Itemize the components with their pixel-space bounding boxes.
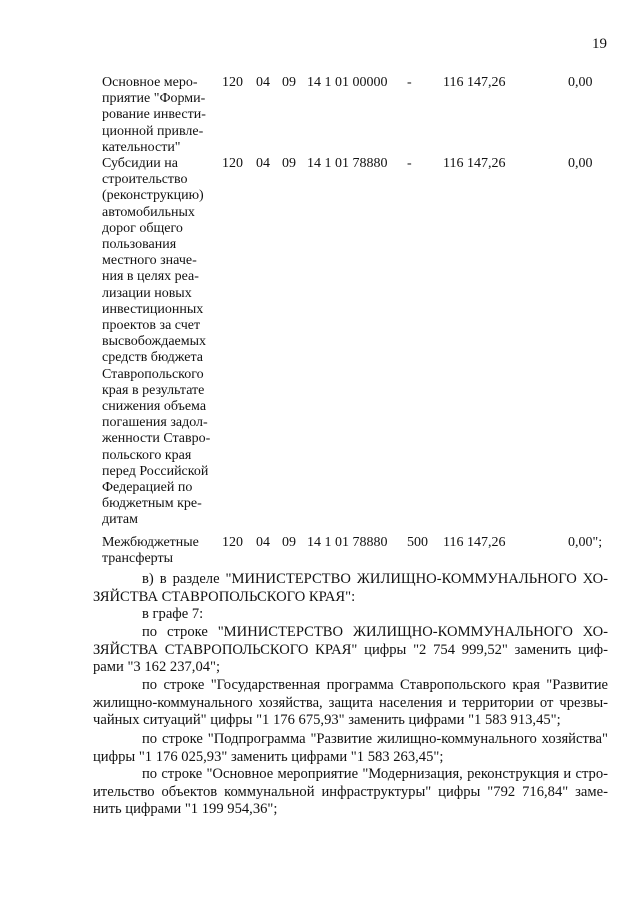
cell-amount: 116 147,26	[443, 535, 506, 550]
cell-expense-type: -	[407, 156, 412, 171]
paragraph-line: в) в разделе "МИНИСТЕРСТВО ЖИЛИЩНО-КОММУНАЛЬНОГО ХО-	[142, 571, 608, 587]
cell-subsection: 09	[282, 535, 296, 550]
paragraph-line: жилищно-коммунального хозяйства, защита населения и территории от чрезвы-	[93, 694, 608, 711]
paragraph-line: ЗЯЙСТВА СТАВРОПОЛЬСКОГО КРАЯ":	[93, 588, 356, 605]
cell-subsection: 09	[282, 156, 296, 171]
cell-ministry-code: 120	[222, 75, 243, 90]
paragraph-ministry-line	[93, 624, 608, 677]
cell-ministry-code: 120	[222, 156, 243, 171]
row-name: Межбюджетные трансферты	[102, 535, 199, 567]
cell-amount-2: 0,00";	[568, 535, 603, 550]
cell-amount: 116 147,26	[443, 75, 506, 90]
cell-target-article: 14 1 01 00000	[307, 75, 388, 90]
cell-expense-type: 500	[407, 535, 428, 550]
paragraph-column-7	[93, 606, 608, 624]
paragraph-subprogram	[93, 731, 608, 766]
paragraph-line: по строке "Подпрограмма "Развитие жилищно-коммунального хозяйства"	[142, 731, 608, 747]
paragraph-line: чайных ситуаций" цифры "1 176 675,93" заменить цифрами "1 583 913,45";	[93, 712, 561, 728]
cell-section: 04	[256, 75, 270, 90]
paragraph-line: в графе 7:	[142, 606, 204, 622]
cell-amount: 116 147,26	[443, 156, 506, 171]
paragraph-line: ЗЯЙСТВА СТАВРОПОЛЬСКОГО КРАЯ" цифры "2 754 999,52" заменить циф-	[93, 641, 608, 658]
cell-expense-type: -	[407, 75, 412, 90]
cell-target-article: 14 1 01 78880	[307, 156, 388, 171]
paragraph-section-v	[93, 571, 608, 606]
cell-subsection: 09	[282, 75, 296, 90]
cell-amount-2: 0,00	[568, 156, 593, 171]
row-name: Основное меро- приятие "Форми- рование инвести- ционной привле- кательности"	[102, 75, 206, 155]
paragraph-line: нить цифрами "1 199 954,36";	[93, 801, 278, 817]
paragraph-line: рами "3 162 237,04";	[93, 659, 221, 675]
paragraph-line: цифры "1 176 025,93" заменить цифрами "1 583 263,45";	[93, 748, 444, 765]
paragraph-line: по строке "МИНИСТЕРСТВО ЖИЛИЩНО-КОММУНАЛЬНОГО ХО-	[142, 624, 608, 640]
cell-section: 04	[256, 156, 270, 171]
paragraph-line: ительство объектов коммунальной инфраструктуры" цифры "792 716,84" заме-	[93, 783, 608, 800]
paragraph-main-activity	[93, 766, 608, 819]
cell-amount-2: 0,00	[568, 75, 593, 90]
paragraph-line: по строке "Государственная программа Ставропольского края "Развитие	[142, 677, 608, 693]
row-name: Субсидии на строительство (реконструкцию) автомобильных дорог общего пользования местного значе- ния в целях реа- лизации новых инвестиционных проектов за счет высвобождаемых средств бюджета Ставропольского края в результате снижения объема погашения задол- женности Ставро- польского края перед Российской Федерацией по бюджетным кре- дитам	[102, 156, 211, 528]
cell-target-article: 14 1 01 78880	[307, 535, 388, 550]
page-number: 19	[592, 36, 607, 52]
cell-section: 04	[256, 535, 270, 550]
cell-ministry-code: 120	[222, 535, 243, 550]
paragraph-state-program	[93, 677, 608, 730]
paragraph-line: по строке "Основное мероприятие "Модернизация, реконструкция и стро-	[142, 766, 608, 782]
